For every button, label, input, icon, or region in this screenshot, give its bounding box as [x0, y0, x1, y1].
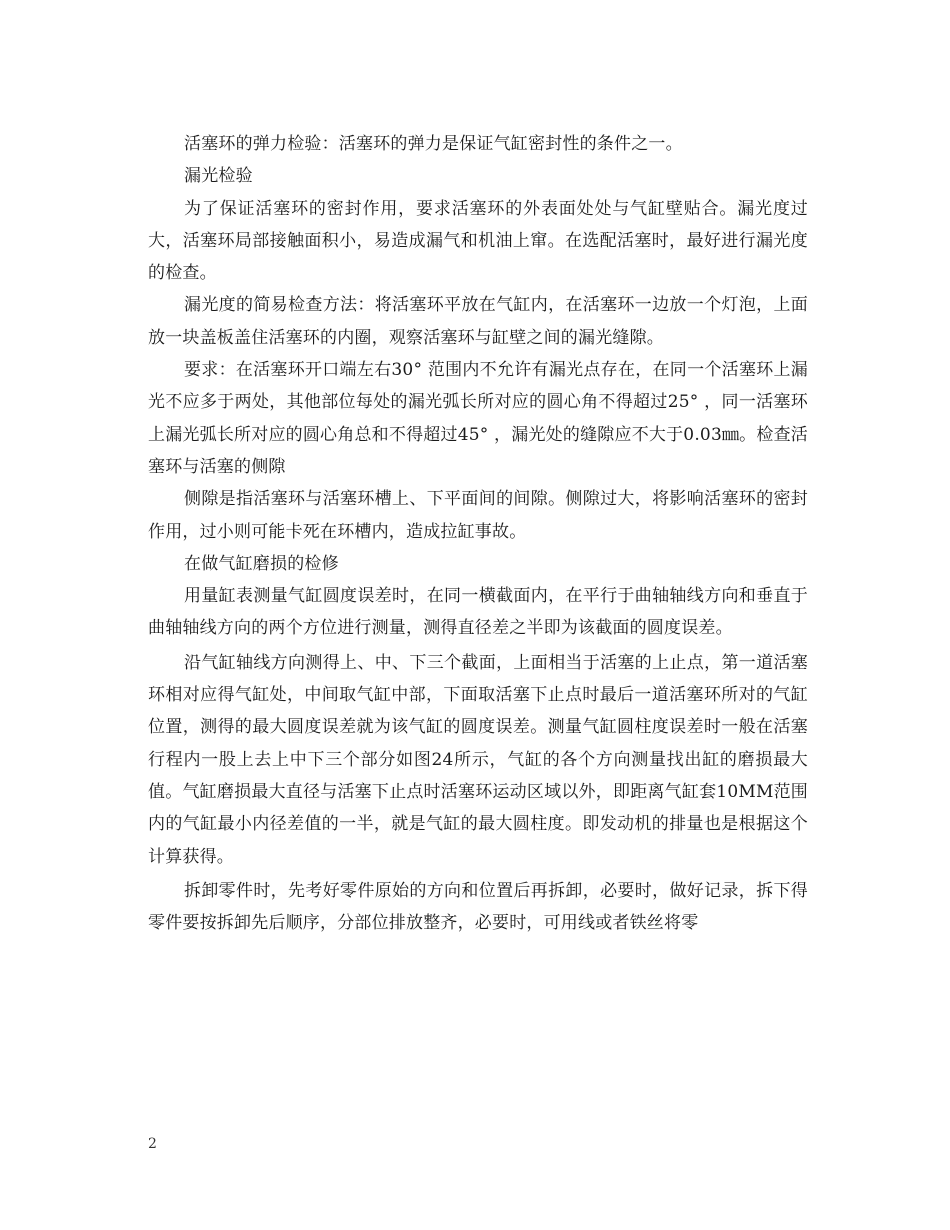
paragraph-disassembly: 拆卸零件时，先考好零件原始的方向和位置后再拆卸，必要时，做好记录，拆下得零件要按拆卸先后顺序，分部位排放整齐，必要时，可用线或者铁丝将零: [148, 880, 808, 934]
paragraph-requirements: 要求：在活塞环开口端左右30° 范围内不允许有漏光点存在，在同一个活塞环上漏光不应多于两处，其他部位每处的漏光弧长所对应的圆心角不得超过25° ，同一活塞环上漏光弧长所对应的圆心角总和不得超过45° ，漏光处的缝隙应不大于0.03㎜。检查活塞环与活塞的侧隙: [148, 360, 808, 477]
paragraph-cylindricity: 沿气缸轴线方向测得上、中、下三个截面，上面相当于活塞的上止点，第一道活塞环相对应得气缸处，中间取气缸中部，下面取活塞下止点时最后一道活塞环所对的气缸位置，测得的最大圆度误差就为该气缸的圆度误差。测量气缸圆柱度误差时一般在活塞行程内一股上去上中下三个部分如图24所示，气缸的各个方向测量找出缸的磨损最大值。气缸磨损最大直径与活塞下止点时活塞环运动区域以外，即距离气缸套10MM范围内的气缸最小内径差值的一半，就是气缸的最大圆柱度。即发动机的排量也是根据这个计算获得。: [148, 652, 808, 867]
heading-light-leak-test: 漏光检验: [184, 166, 253, 187]
paragraph-ring-elasticity: 活塞环的弹力检验：活塞环的弹力是保证气缸密封性的条件之一。: [184, 134, 683, 154]
paragraph-light-leak-purpose: 为了保证活塞环的密封作用，要求活塞环的外表面处处与气缸壁贴合。漏光度过大，活塞环局部接触面积小，易造成漏气和机油上窜。在选配活塞时，最好进行漏光度的检查。: [148, 198, 808, 284]
paragraph-roundness-measure: 用量缸表测量气缸圆度误差时，在同一横截面内，在平行于曲轴轴线方向和垂直于曲轴轴线方向的两个方位进行测量，测得直径差之半即为该截面的圆度误差。: [148, 586, 808, 639]
heading-cylinder-wear: 在做气缸磨损的检修: [184, 553, 339, 574]
body-text: [148, 128, 808, 939]
page-number: 2: [148, 1136, 157, 1152]
paragraph-light-leak-method: 漏光度的简易检查方法：将活塞环平放在气缸内，在活塞环一边放一个灯泡，上面放一块盖板盖住活塞环的内圈，观察活塞环与缸壁之间的漏光缝隙。: [148, 295, 808, 348]
paragraph-side-clearance: 侧隙是指活塞环与活塞环槽上、下平面间的间隙。侧隙过大，将影响活塞环的密封作用，过小则可能卡死在环槽内，造成拉缸事故。: [148, 489, 808, 542]
